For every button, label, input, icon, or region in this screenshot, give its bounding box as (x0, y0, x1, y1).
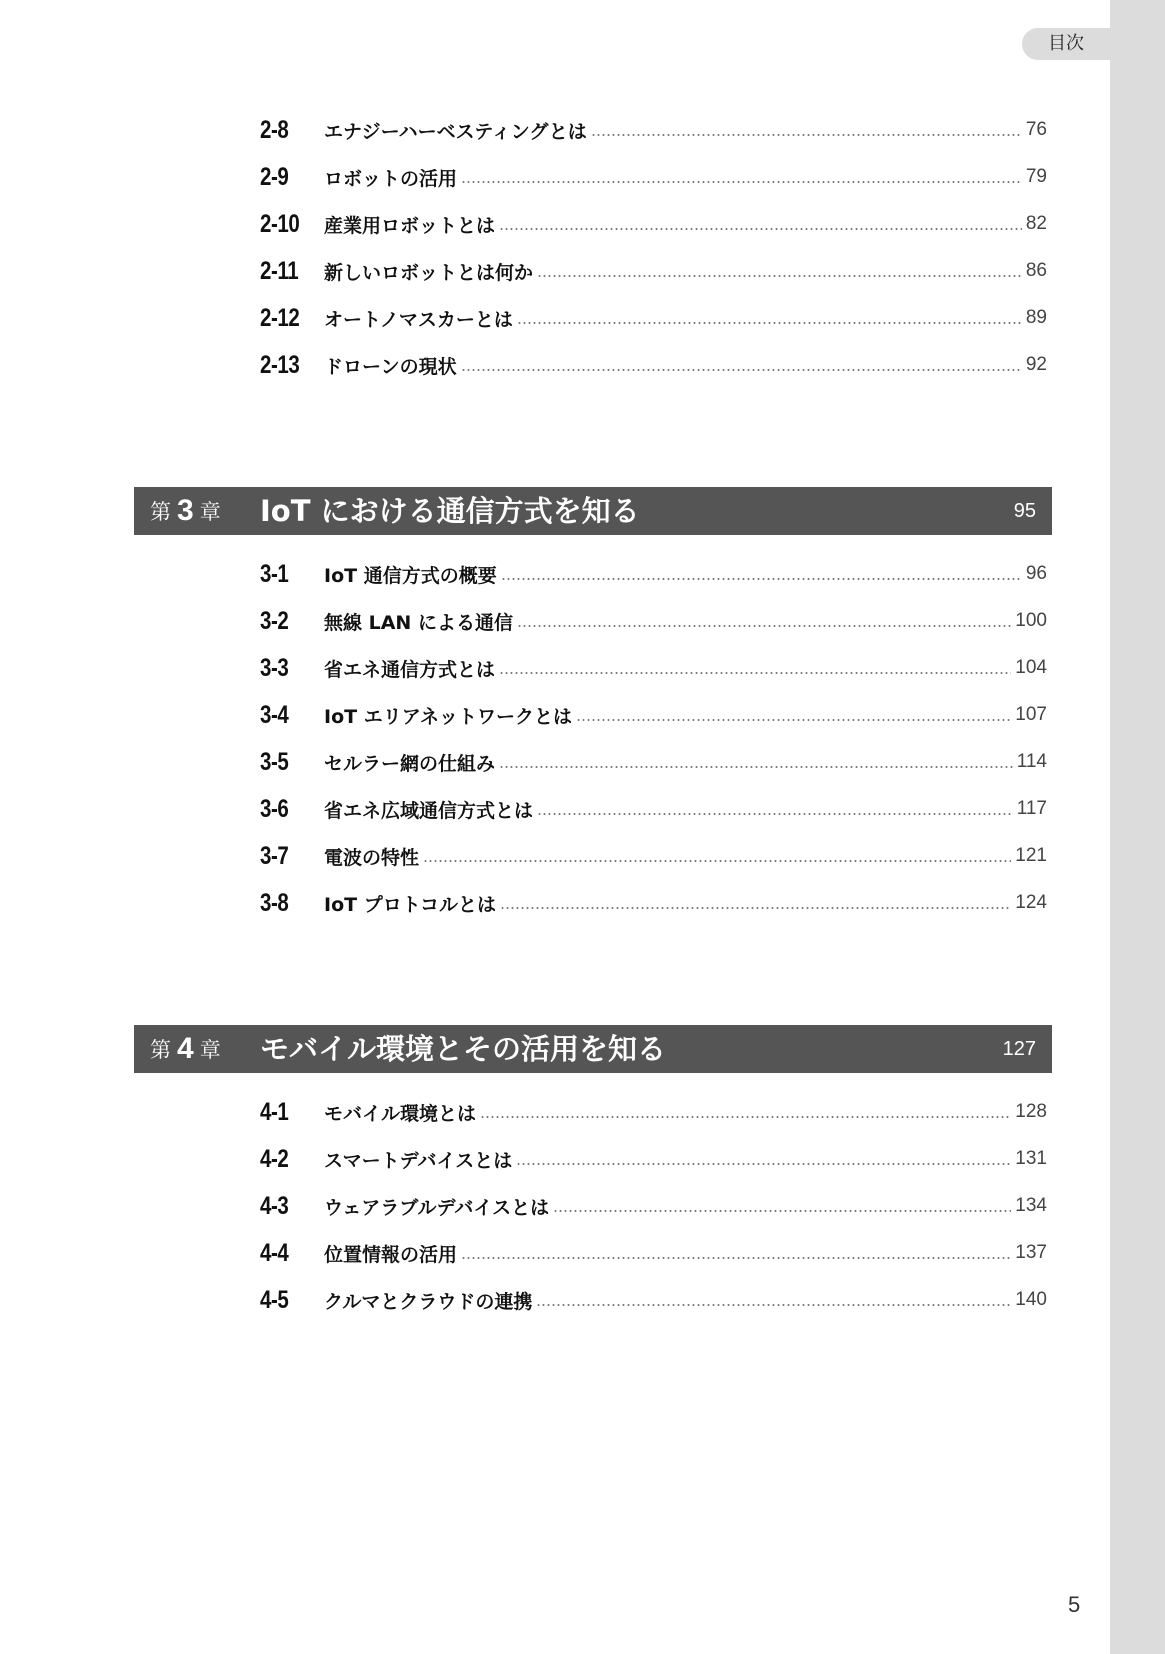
toc-entry[interactable] (260, 839, 1047, 873)
entry-page: 92 (1025, 354, 1047, 375)
toc-entry[interactable] (260, 254, 1047, 288)
dot-leader (499, 766, 1013, 768)
entry-page: 86 (1025, 260, 1047, 281)
entry-title: IoT 通信方式の概要 (324, 564, 497, 587)
entry-number: 4-2 (260, 1144, 289, 1173)
entry-title: ドローンの現状 (324, 355, 457, 378)
entry-title: モバイル環境とは (324, 1102, 477, 1125)
chapter-number: 3 (177, 494, 194, 527)
entry-number: 3-3 (260, 653, 289, 682)
entry-page: 82 (1025, 213, 1047, 234)
entry-page: 104 (1015, 657, 1047, 678)
entry-page: 100 (1015, 610, 1047, 631)
entry-number: 2-13 (260, 350, 300, 379)
entry-number: 3-4 (260, 700, 289, 729)
entry-number: 2-10 (260, 209, 300, 238)
entry-title: 位置情報の活用 (324, 1243, 458, 1266)
entry-page: 137 (1015, 1242, 1047, 1263)
toc-entry[interactable] (260, 113, 1047, 147)
dot-leader (461, 369, 1022, 371)
entry-page: 124 (1015, 892, 1047, 913)
dot-leader (537, 275, 1022, 277)
toc-entry[interactable] (260, 301, 1047, 335)
dot-leader (499, 228, 1022, 230)
toc-tab: 目次 (1022, 28, 1110, 60)
entry-number: 3-1 (260, 559, 289, 588)
entry-number: 3-7 (260, 841, 289, 870)
dot-leader (423, 860, 1011, 862)
dot-leader (461, 181, 1022, 183)
dot-leader (516, 1163, 1011, 1165)
entry-number: 3-6 (260, 794, 289, 823)
page-number: 5 (1068, 1592, 1081, 1617)
chapter-label (150, 487, 221, 535)
dot-leader (576, 719, 1011, 721)
entry-title: 新しいロボットとは何か (324, 261, 534, 284)
entry-number: 3-5 (260, 747, 289, 776)
entry-title: IoT プロトコルとは (324, 893, 496, 916)
entry-number: 4-1 (260, 1097, 289, 1126)
entry-title: クルマとクラウドの連携 (324, 1290, 533, 1313)
entry-title: 無線 LAN による通信 (324, 611, 513, 634)
chapter-number: 4 (177, 1032, 194, 1065)
toc-entry[interactable] (260, 1095, 1047, 1129)
entry-title: オートノマスカーとは (324, 308, 513, 331)
entry-title: セルラー網の仕組み (324, 752, 496, 775)
entry-page: 89 (1025, 307, 1047, 328)
entry-page: 114 (1016, 751, 1047, 772)
dot-leader (537, 813, 1013, 815)
entry-number: 4-3 (260, 1191, 289, 1220)
entry-number: 2-9 (260, 162, 289, 191)
entry-number: 4-4 (260, 1238, 289, 1267)
toc-entry[interactable] (260, 651, 1047, 685)
entry-number: 3-2 (260, 606, 289, 635)
dot-leader (553, 1210, 1011, 1212)
entry-title: IoT エリアネットワークとは (324, 705, 572, 728)
toc-entry[interactable] (260, 745, 1047, 779)
entry-page: 131 (1015, 1148, 1047, 1169)
entry-title: 省エネ広域通信方式とは (324, 799, 534, 822)
toc-entry[interactable] (260, 792, 1047, 826)
entry-page: 79 (1025, 166, 1047, 187)
entry-title: エナジーハーベスティングとは (324, 120, 587, 143)
chapter-page: 95 (1013, 500, 1036, 522)
toc-entry[interactable] (260, 160, 1047, 194)
toc-entry[interactable] (260, 886, 1047, 920)
chapter-suffix: 章 (199, 1038, 221, 1062)
chapter-header (134, 487, 1052, 535)
entry-page: 117 (1016, 798, 1047, 819)
chapter-label (150, 1025, 221, 1073)
dot-leader (517, 322, 1022, 324)
entry-number: 2-8 (260, 115, 289, 144)
toc-entry[interactable] (260, 557, 1047, 591)
entry-number: 2-12 (260, 303, 300, 332)
entry-number: 3-8 (260, 888, 289, 917)
entry-page: 128 (1015, 1101, 1047, 1122)
entry-page: 140 (1015, 1289, 1047, 1310)
entry-title: ウェアラブルデバイスとは (324, 1196, 550, 1219)
toc-entry[interactable] (260, 1142, 1047, 1176)
dot-leader (500, 907, 1011, 909)
entry-page: 134 (1015, 1195, 1047, 1216)
entry-page: 96 (1025, 563, 1047, 584)
entry-title: スマートデバイスとは (324, 1149, 513, 1172)
entry-page: 76 (1025, 119, 1047, 140)
dot-leader (536, 1304, 1011, 1306)
dot-leader (461, 1257, 1011, 1259)
chapter-header (134, 1025, 1052, 1073)
entry-number: 4-5 (260, 1285, 289, 1314)
dot-leader (517, 625, 1011, 627)
chapter-page: 127 (1002, 1038, 1036, 1060)
entry-page: 107 (1015, 704, 1047, 725)
entry-title: 電波の特性 (324, 846, 420, 869)
toc-entry[interactable] (260, 348, 1047, 382)
dot-leader (591, 134, 1022, 136)
chapter-title: IoT における通信方式を知る (260, 494, 640, 528)
dot-leader (480, 1116, 1011, 1118)
entry-title: 産業用ロボットとは (324, 214, 496, 237)
chapter-prefix: 第 (150, 1038, 171, 1062)
toc-entry[interactable] (260, 698, 1047, 732)
toc-entry[interactable] (260, 604, 1047, 638)
dot-leader (499, 672, 1011, 674)
toc-entry[interactable] (260, 1283, 1047, 1317)
toc-entry[interactable] (260, 1189, 1047, 1223)
entry-page: 121 (1015, 845, 1047, 866)
dot-leader (501, 578, 1022, 580)
chapter-prefix: 第 (150, 500, 171, 524)
chapter-title: モバイル環境とその活用を知る (260, 1032, 667, 1066)
chapter-suffix: 章 (199, 500, 221, 524)
entry-title: 省エネ通信方式とは (324, 658, 496, 681)
toc-entry[interactable] (260, 1236, 1047, 1270)
toc-entry[interactable] (260, 207, 1047, 241)
entry-number: 2-11 (260, 256, 299, 285)
entry-title: ロボットの活用 (324, 167, 458, 190)
